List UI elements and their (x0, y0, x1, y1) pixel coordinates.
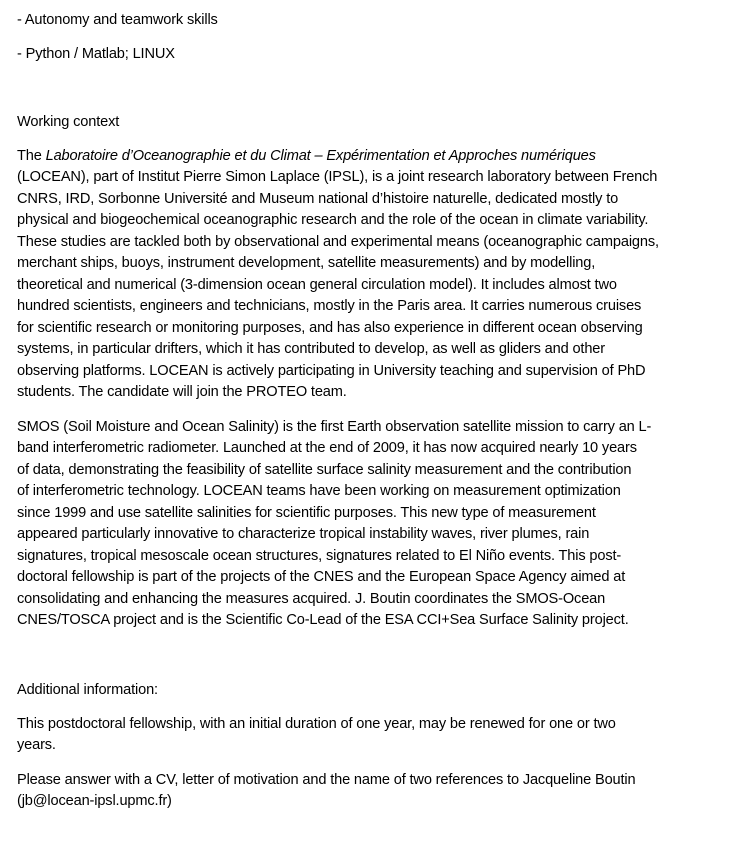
paragraph-line: SMOS (Soil Moisture and Ocean Salinity) is the first Earth observation satellite mission to carry an L- (17, 419, 652, 435)
paragraph-line: signatures, tropical mesoscale ocean structures, signatures related to El Niño events. This post- (17, 548, 622, 564)
paragraph-line: students. The candidate will join the PROTEO team. (17, 384, 347, 400)
lab-name: Laboratoire d’Oceanographie et du Climat – Expérimentation et Approches numériques (45, 148, 596, 164)
paragraph-line: merchant ships, buoys, instrument development, satellite measurements) and by modelling, (17, 255, 596, 271)
paragraph-line: These studies are tackled both by observational and experimental means (oceanographic campaigns, (17, 234, 659, 250)
intro-prefix: The (17, 148, 46, 164)
paragraph-line: physical and biogeochemical oceanographic research and the role of the ocean in climate variability. (17, 212, 649, 228)
paragraph-line: systems, in particular drifters, which it has contributed to develop, as well as gliders and other (17, 341, 605, 357)
contact-email-line: (jb@locean-ipsl.upmc.fr) (17, 793, 172, 809)
paragraph-line: theoretical and numerical (3-dimension ocean general circulation model). It includes almost two (17, 277, 617, 293)
paragraph-line: Please answer with a CV, letter of motivation and the name of two references to Jacqueline Boutin (17, 772, 636, 788)
paragraph-line: hundred scientists, engineers and technicians, mostly in the Paris area. It carries numerous cruises (17, 298, 642, 314)
paragraph-line: CNES/TOSCA project and is the Scientific Co-Lead of the ESA CCI+Sea Surface Salinity project. (17, 612, 629, 628)
paragraph-line: consolidating and enhancing the measures acquired. J. Boutin coordinates the SMOS-Ocean (17, 591, 606, 607)
paragraph-line: (LOCEAN), part of Institut Pierre Simon Laplace (IPSL), is a joint research laboratory between French (17, 169, 658, 185)
section-heading-additional-information: Additional information: (17, 682, 158, 698)
paragraph-line: This postdoctoral fellowship, with an initial duration of one year, may be renewed for one or two (17, 716, 616, 732)
skill-item: - Autonomy and teamwork skills (17, 12, 218, 28)
paragraph-line: of data, demonstrating the feasibility of satellite surface salinity measurement and the contribution (17, 462, 632, 478)
paragraph-line: CNRS, IRD, Sorbonne Université and Museum national d’histoire naturelle, dedicated mostly to (17, 191, 619, 207)
paragraph-line: observing platforms. LOCEAN is actively participating in University teaching and supervision of PhD (17, 363, 646, 379)
intro-line (17, 146, 596, 167)
section-heading-working-context: Working context (17, 114, 120, 130)
paragraph-line: doctoral fellowship is part of the projects of the CNES and the European Space Agency aimed at (17, 569, 626, 585)
paragraph-line: appeared particularly innovative to characterize tropical instability waves, river plumes, rain (17, 526, 590, 542)
paragraph-line: of interferometric technology. LOCEAN teams have been working on measurement optimization (17, 483, 621, 499)
paragraph-line: since 1999 and use satellite salinities for scientific purposes. This new type of measurement (17, 505, 596, 521)
paragraph-line: band interferometric radiometer. Launched at the end of 2009, it has now acquired nearly 10 years (17, 440, 637, 456)
skill-item: - Python / Matlab; LINUX (17, 46, 175, 62)
paragraph-line: years. (17, 737, 56, 753)
paragraph-line: for scientific research or monitoring purposes, and has also experience in different ocean observing (17, 320, 643, 336)
